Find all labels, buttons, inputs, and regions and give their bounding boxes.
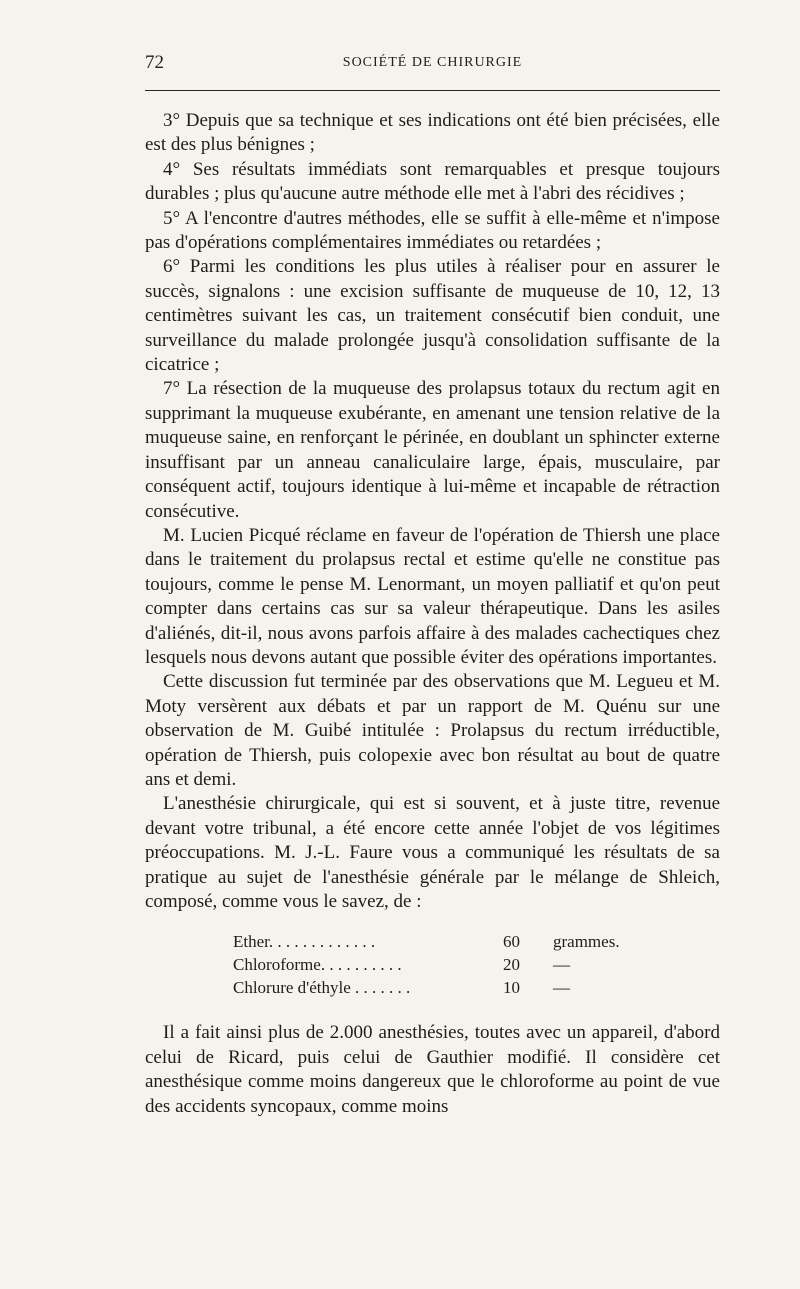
paragraph-point-4: 4° Ses résultats immédiats sont remarquables et presque toujours durables ; plus qu'aucune autre méthode elle met à l'abri des récidives ; (145, 158, 720, 205)
mixture-table (233, 930, 620, 999)
paragraph-point-3: 3° Depuis que sa technique et ses indications ont été bien précisées, elle est des plus bénignes ; (145, 110, 720, 156)
mixture-value: 10 (503, 978, 520, 998)
book-page (145, 52, 720, 1119)
paragraph-anesthesia: L'anesthésie chirurgicale, qui est si souvent, et à juste titre, revenue devant votre tribunal, a été encore cette année l'objet de vos légitimes préoccupations. M. J.-L. Faure vous a communiqué les résultats de sa pratique au sujet de l'anesthésie générale par le mélange de Shleich, composé, comme vous le savez, de : (145, 793, 720, 912)
paragraph-point-5: 5° A l'encontre d'autres méthodes, elle se suffit à elle-même et n'impose pas d'opérations complémentaires immédiates ou retardées ; (145, 207, 720, 254)
paragraph-point-6: 6° Parmi les conditions les plus utiles à réaliser pour en assurer le succès, signalons : une excision suffisante de muqueuse de 10, 12, 13 centimètres suivant les cas, un traitement consécutif bien conduit, une surveillance du malade prolongée jusqu'à consolidation suffisante de la cicatrice ; (145, 256, 720, 376)
running-head (145, 52, 720, 82)
mixture-value: 60 (503, 932, 520, 952)
page-number: 72 (145, 52, 164, 73)
journal-title: SOCIÉTÉ DE CHIRURGIE (342, 55, 523, 70)
mixture-unit: — (553, 978, 570, 998)
mixture-row (233, 930, 620, 953)
mixture-row (233, 976, 620, 999)
mixture-name: Ether. . . . . . . . . . . . . (233, 932, 376, 952)
mixture-unit: — (553, 955, 570, 975)
mixture-name: Chloroforme. . . . . . . . . . (233, 955, 402, 975)
paragraph-point-7: 7° La résection de la muqueuse des prolapsus totaux du rectum agit en supprimant la muqueuse exubérante, en amenant une tension relative de la muqueuse saine, en renforçant le périnée, en doublant un sphincter externe insuffisant par un anneau canaliculaire large, épais, musculaire, par conséquent actif, toujours identique à lui-même et incapable de rétraction consécutive. (145, 378, 720, 522)
paragraph-discussion-end: Cette discussion fut terminée par des observations que M. Legueu et M. Moty versèrent aux débats et par un rapport de M. Quénu sur une observation de M. Guibé intitulée : Prolapsus du rectum irréductible, opération de Thiersh, puis colopexie avec bon résultat au bout de quatre ans et demi. (145, 671, 720, 790)
paragraph-closing: Il a fait ainsi plus de 2.000 anesthésies, toutes avec un appareil, d'abord celui de Ricard, puis celui de Gauthier modifié. Il considère cet anesthésique comme moins dangereux que le chloroforme au point de vue des accidents syncopaux, comme moins (145, 1022, 720, 1117)
mixture-name: Chlorure d'éthyle . . . . . . . (233, 978, 411, 998)
mixture-value: 20 (503, 955, 520, 975)
header-rule (145, 90, 720, 91)
mixture-unit: grammes. (553, 932, 620, 952)
body-text (145, 109, 720, 1119)
mixture-row (233, 953, 620, 976)
paragraph-picque: M. Lucien Picqué réclame en faveur de l'opération de Thiersh une place dans le traitement du prolapsus rectal et estime qu'elle ne constitue pas toujours, comme le pense M. Lenormant, un moyen palliatif et qu'on peut compter dans certains cas sur sa valeur thérapeutique. Dans les asiles d'aliénés, dit-il, nous avons parfois affaire à des malades cachectiques chez lesquels nous devons autant que possible éviter des opérations importantes. (145, 524, 720, 668)
